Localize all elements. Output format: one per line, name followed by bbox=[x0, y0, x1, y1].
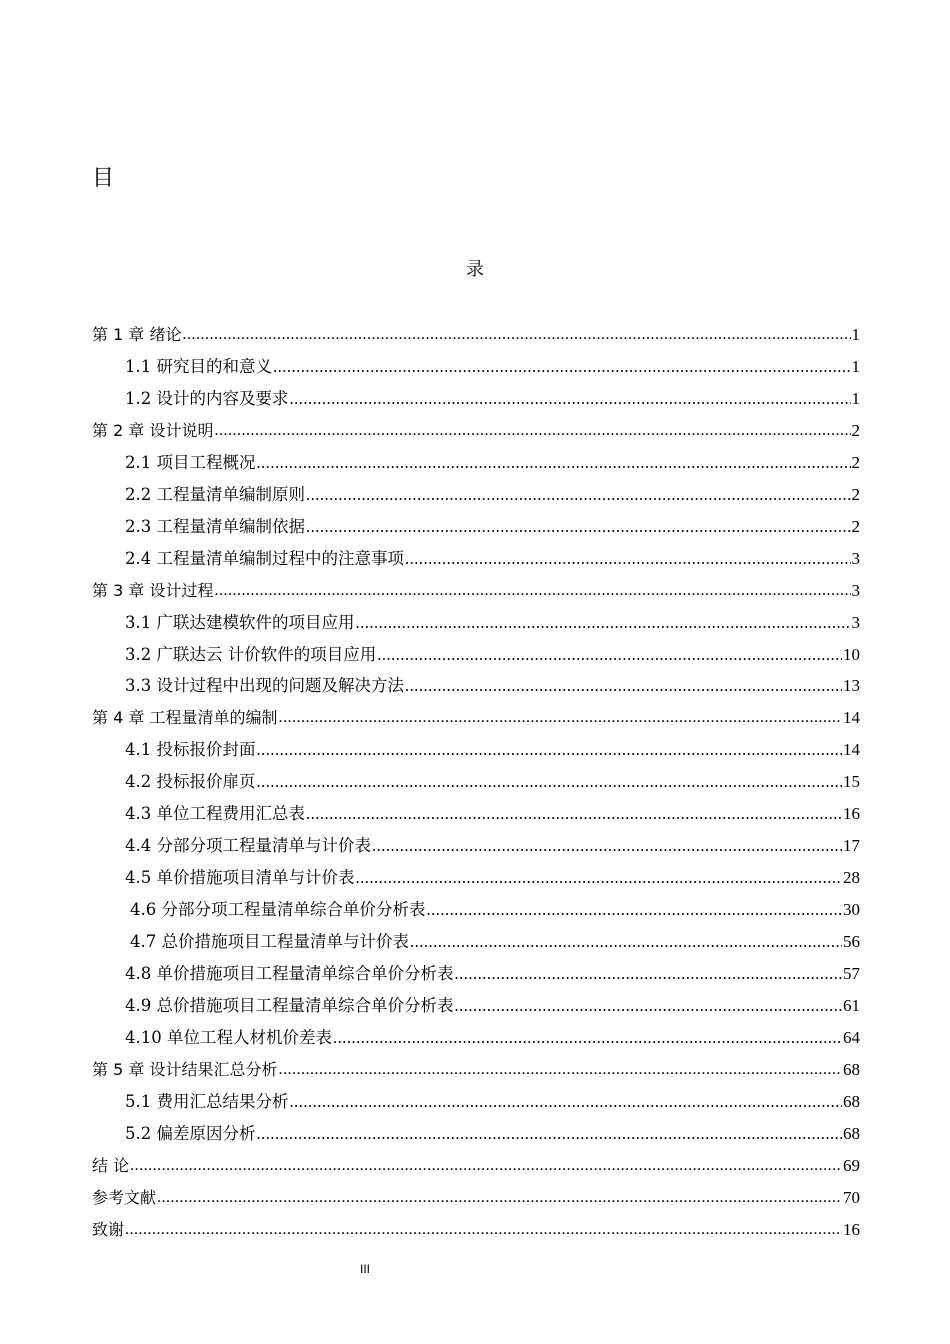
toc-entry-page: 13 bbox=[843, 676, 860, 696]
toc-entry-page: 64 bbox=[843, 1027, 860, 1047]
toc-leader-dots bbox=[356, 612, 851, 634]
toc-leader-dots bbox=[273, 356, 851, 378]
toc-heading-part2: 录 bbox=[466, 259, 484, 280]
toc-leader-dots bbox=[257, 452, 851, 474]
toc-leader-dots bbox=[410, 931, 842, 953]
toc-entry[interactable] bbox=[92, 1213, 860, 1241]
toc-leader-dots bbox=[257, 739, 843, 761]
toc-entry-page: 68 bbox=[843, 1123, 860, 1143]
toc-entry[interactable] bbox=[125, 638, 860, 666]
toc-entry[interactable] bbox=[125, 382, 860, 410]
toc-entry[interactable] bbox=[125, 542, 860, 570]
toc-entry[interactable] bbox=[125, 510, 860, 538]
toc-entry-page: 2 bbox=[851, 484, 860, 504]
toc-entry-title: 4.3 单位工程费用汇总表 bbox=[125, 804, 305, 824]
toc-entry[interactable] bbox=[125, 446, 860, 474]
toc-entry-page: 2 bbox=[851, 420, 860, 440]
toc-entry-title: 第 3 章 设计过程 bbox=[92, 580, 214, 600]
toc-leader-dots bbox=[377, 644, 842, 666]
toc-leader-dots bbox=[306, 484, 851, 506]
toc-entry-page: 2 bbox=[851, 452, 860, 472]
toc-entry-title: 5.1 费用汇总结果分析 bbox=[125, 1091, 289, 1111]
toc-entry-page: 3 bbox=[851, 548, 860, 568]
toc-entry[interactable] bbox=[130, 925, 860, 953]
toc-entry-page: 16 bbox=[843, 1219, 860, 1239]
toc-entry[interactable] bbox=[92, 574, 860, 602]
toc-entry-title: 2.2 工程量清单编制原则 bbox=[125, 484, 305, 504]
toc-entry-page: 28 bbox=[843, 868, 860, 888]
toc-leader-dots bbox=[257, 1123, 843, 1145]
toc-entry-title: 4.1 投标报价封面 bbox=[125, 740, 256, 760]
toc-entry-page: 30 bbox=[843, 900, 860, 920]
toc-entry[interactable] bbox=[125, 861, 860, 889]
toc-entry-page: 17 bbox=[843, 836, 860, 856]
toc-entry-page: 16 bbox=[843, 804, 860, 824]
toc-entry-page: 69 bbox=[843, 1155, 860, 1175]
toc-heading-part1: 目 bbox=[92, 166, 115, 191]
toc-entry-title: 4.2 投标报价扉页 bbox=[125, 772, 256, 792]
toc-leader-dots bbox=[356, 867, 843, 889]
toc-entry[interactable] bbox=[125, 797, 860, 825]
toc-leader-dots bbox=[182, 324, 850, 346]
toc-entry-title: 1.1 研究目的和意义 bbox=[125, 356, 272, 376]
toc-entry-title: 第 4 章 工程量清单的编制 bbox=[92, 708, 278, 728]
toc-entry-page: 56 bbox=[843, 932, 860, 952]
toc-entry-page: 14 bbox=[843, 740, 860, 760]
toc-entry-page: 15 bbox=[843, 772, 860, 792]
toc-entry[interactable] bbox=[125, 1021, 860, 1049]
toc-leader-dots bbox=[130, 1155, 842, 1177]
toc-entry-page: 1 bbox=[851, 325, 860, 344]
toc-leader-dots bbox=[306, 516, 851, 538]
toc-entry-page: 57 bbox=[843, 964, 860, 983]
toc-leader-dots bbox=[290, 388, 851, 410]
toc-entry[interactable] bbox=[92, 1181, 860, 1209]
toc-entry-page: 1 bbox=[851, 356, 860, 376]
toc-leader-dots bbox=[405, 548, 851, 570]
toc-leader-dots bbox=[427, 899, 843, 921]
toc-entry-title: 3.1 广联达建模软件的项目应用 bbox=[125, 612, 355, 632]
toc-entry-title: 4.5 单价措施项目清单与计价表 bbox=[125, 868, 355, 888]
toc-entry-title: 2.4 工程量清单编制过程中的注意事项 bbox=[125, 548, 404, 568]
toc-entry[interactable] bbox=[125, 669, 860, 697]
toc-entry[interactable] bbox=[125, 478, 860, 506]
toc-entry-page: 68 bbox=[843, 1059, 860, 1079]
toc-entry[interactable] bbox=[125, 733, 860, 761]
toc-entry-title: 4.7 总价措施项目工程量清单与计价表 bbox=[130, 932, 409, 952]
toc-leader-dots bbox=[278, 707, 842, 729]
toc-entry-title: 4.8 单价措施项目工程量清单综合单价分析表 bbox=[125, 964, 454, 983]
toc-entry-page: 70 bbox=[843, 1187, 860, 1207]
toc-entry-page: 3 bbox=[851, 612, 860, 632]
toc-entry[interactable] bbox=[125, 989, 860, 1017]
page-number: III bbox=[359, 1262, 370, 1276]
toc-entry-title: 第 1 章 绪论 bbox=[92, 325, 182, 344]
toc-leader-dots bbox=[290, 1091, 843, 1113]
toc-entry-page: 10 bbox=[843, 644, 860, 664]
toc-leader-dots bbox=[455, 995, 843, 1017]
toc-entry-page: 68 bbox=[843, 1091, 860, 1111]
toc-entry-title: 参考文献 bbox=[92, 1187, 157, 1207]
toc-entry-page: 3 bbox=[851, 580, 860, 600]
toc-entry-title: 第 5 章 设计结果汇总分析 bbox=[92, 1059, 278, 1079]
toc-entry[interactable] bbox=[125, 1117, 860, 1145]
toc-leader-dots bbox=[372, 835, 842, 857]
toc-entry-page: 14 bbox=[843, 708, 860, 728]
toc-entry[interactable] bbox=[92, 1149, 860, 1177]
toc-entry[interactable] bbox=[125, 765, 860, 793]
toc-entry[interactable] bbox=[92, 318, 860, 346]
toc-leader-dots bbox=[214, 580, 850, 602]
toc-entry-title: 致谢 bbox=[92, 1219, 125, 1239]
toc-entry[interactable] bbox=[125, 1085, 860, 1113]
toc-leader-dots bbox=[333, 1027, 842, 1049]
toc-entry-title: 3.3 设计过程中出现的问题及解决方法 bbox=[125, 676, 404, 696]
toc-leader-dots bbox=[157, 1187, 842, 1209]
toc-entry-title: 3.2 广联达云 计价软件的项目应用 bbox=[125, 644, 377, 664]
toc-leader-dots bbox=[306, 803, 842, 825]
toc-entry-page: 61 bbox=[843, 995, 860, 1015]
toc-entry-title: 4.10 单位工程人材机价差表 bbox=[125, 1027, 332, 1047]
toc-entry-title: 第 2 章 设计说明 bbox=[92, 420, 214, 440]
toc-entry-title: 5.2 偏差原因分析 bbox=[125, 1123, 256, 1143]
toc-entry[interactable] bbox=[92, 414, 860, 442]
toc-leader-dots bbox=[405, 675, 842, 697]
toc-entry[interactable] bbox=[92, 701, 860, 729]
toc-leader-dots bbox=[257, 771, 843, 793]
toc-entry-page: 1 bbox=[851, 388, 860, 408]
toc-leader-dots bbox=[278, 1059, 842, 1081]
toc-entry-title: 结 论 bbox=[92, 1155, 130, 1175]
toc-entry-title: 4.9 总价措施项目工程量清单综合单价分析表 bbox=[125, 995, 454, 1015]
toc-entry[interactable] bbox=[92, 1053, 860, 1081]
toc-entry[interactable] bbox=[125, 606, 860, 634]
toc-leader-dots bbox=[214, 420, 850, 442]
toc-leader-dots bbox=[455, 963, 843, 985]
toc-entry-page: 2 bbox=[851, 516, 860, 536]
toc-entry-title: 2.1 项目工程概况 bbox=[125, 452, 256, 472]
toc-leader-dots bbox=[125, 1219, 842, 1241]
toc-entry-title: 4.6 分部分项工程量清单综合单价分析表 bbox=[130, 900, 426, 920]
toc-entry[interactable] bbox=[125, 957, 860, 985]
toc-entry[interactable] bbox=[125, 350, 860, 378]
toc-entry-title: 4.4 分部分项工程量清单与计价表 bbox=[125, 836, 371, 856]
toc-entry-title: 1.2 设计的内容及要求 bbox=[125, 388, 289, 408]
toc-entry[interactable] bbox=[130, 893, 860, 921]
toc-entry-title: 2.3 工程量清单编制依据 bbox=[125, 516, 305, 536]
toc-entry[interactable] bbox=[125, 829, 860, 857]
